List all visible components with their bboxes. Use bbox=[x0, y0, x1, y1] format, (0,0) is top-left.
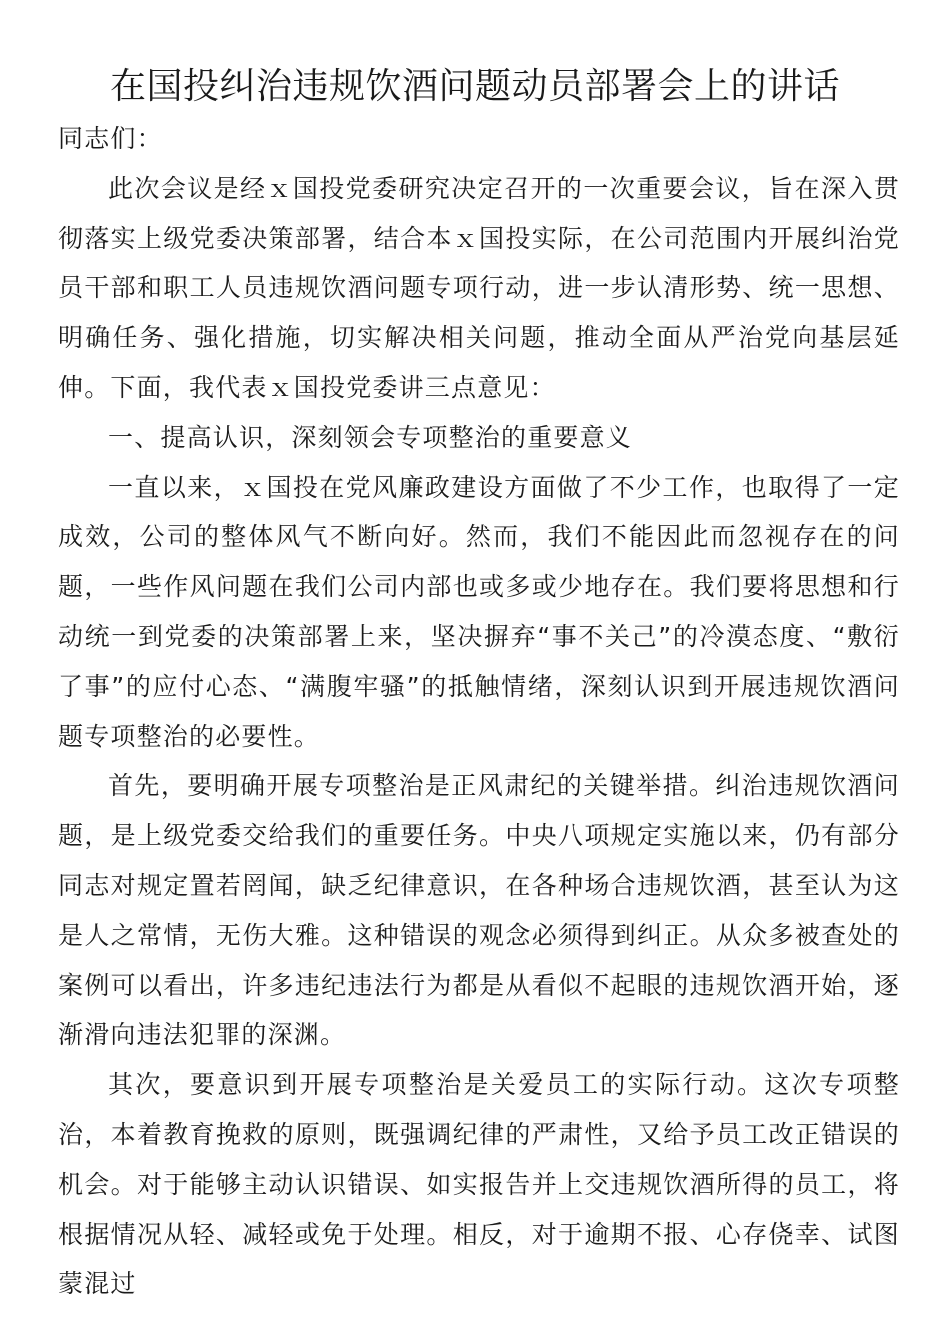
paragraph: 首先，要明确开展专项整治是正风肃纪的关键举措。纠治违规饮酒问题，是上级党委交给我们的重要任务。中央八项规定实施以来，仍有部分同志对规定置若罔闻，缺乏纪律意识，在各种场合违规饮酒，甚至认为这是人之常情，无伤大雅。这种错误的观念必须得到纠正。从众多被查处的案例可以看出，许多违纪违法行为都是从看似不起眼的违规饮酒开始，逐渐滑向违法犯罪的深渊。 bbox=[58, 771, 900, 1050]
salutation: 同志们： bbox=[58, 124, 163, 153]
paragraph: 其次，要意识到开展专项整治是关爱员工的实际行动。这次专项整治，本着教育挽救的原则，既强调纪律的严肃性，又给予员工改正错误的机会。对于能够主动认识错误、如实报告并上交违规饮酒所得的员工，将根据情况从轻、减轻或免于处理。相反，对于逾期不报、心存侥幸、试图蒙混过 bbox=[58, 1070, 900, 1299]
paragraph-intro: 此次会议是经ｘ国投党委研究决定召开的一次重要会议，旨在深入贯彻落实上级党委决策部署，结合本ｘ国投实际，在公司范围内开展纠治党员干部和职工人员违规饮酒问题专项行动，进一步认清形势、统一思想、明确任务、强化措施，切实解决相关问题，推动全面从严治党向基层延伸。下面，我代表ｘ国投党委讲三点意见： bbox=[58, 173, 900, 402]
paragraph: 一直以来，ｘ国投在党风廉政建设方面做了不少工作，也取得了一定成效，公司的整体风气不断向好。然而，我们不能因此而忽视存在的问题，一些作风问题在我们公司内部也或多或少地存在。我们要将思想和行动统一到党委的决策部署上来，坚决摒弃“事不关己”的冷漠态度、“敷衍了事”的应付心态、“满腹牢骚”的抵触情绪，深刻认识到开展违规饮酒问题专项整治的必要性。 bbox=[58, 472, 900, 751]
section-heading: 一、提高认识，深刻领会专项整治的重要意义 bbox=[108, 422, 633, 452]
document-body bbox=[58, 114, 900, 1309]
document-title: 在国投纠治违规饮酒问题动员部署会上的讲话 bbox=[109, 66, 840, 107]
